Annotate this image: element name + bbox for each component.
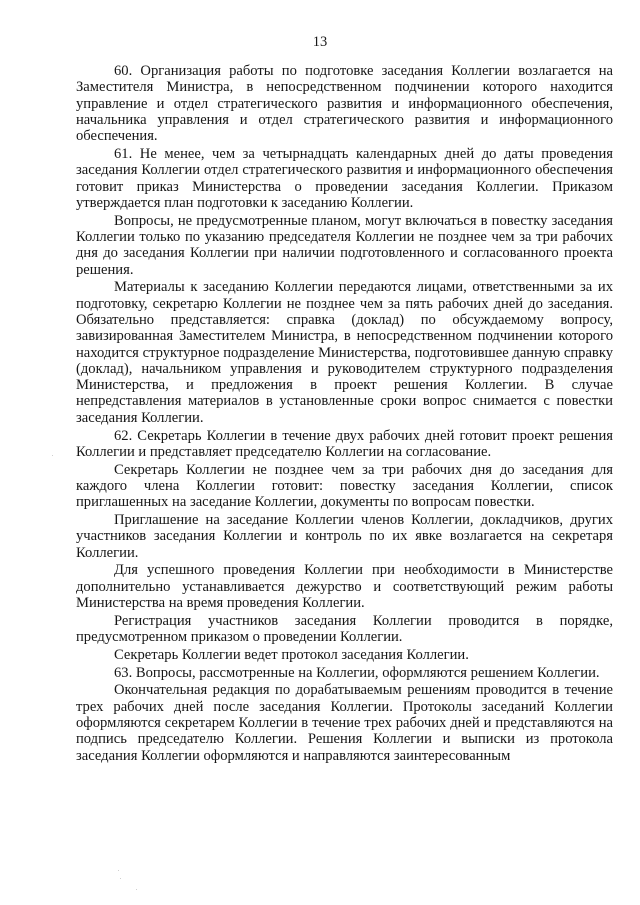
paragraph-materials: Материалы к заседанию Коллегии передаются лицами, ответственными за их подготовку, секретарю Коллегии не позднее чем за пять рабочих дней до заседания. Обязательно представляется: справка (доклад) по обсуждаемому вопросу, завизированная Заместителем Министра, в непосредственном подчинении которого находится структурное подразделение Министерства, подготовившее данную справку (доклад), начальником управления и руководителем структурного подразделения Министерства, и предложения в проект решения Коллегии. В случае непредставления материалов в установленные сроки вопрос снимается с повестки заседания Коллегии. — [76, 279, 613, 426]
paragraph-61: 61. Не менее, чем за четырнадцать календарных дней до даты проведения заседания Коллегии отдел стратегического развития и информационного обеспечения готовит приказ Министерства о проведении заседания Коллегии. Приказом утверждается план подготовки к заседанию Коллегии. — [76, 145, 613, 211]
paragraph-62: 62. Секретарь Коллегии в течение двух рабочих дней готовит проект решения Коллегии и представляет председателю Коллегии на согласование. — [76, 427, 613, 460]
paragraph-invitation: Приглашение на заседание Коллегии членов Коллегии, докладчиков, других участников заседания Коллегии и контроль по их явке возлагается на секретаря Коллегии. — [76, 512, 613, 561]
paragraph-secretary-prepares: Секретарь Коллегии не позднее чем за три рабочих дня до заседания для каждого члена Коллегии готовит: повестку заседания Коллегии, список приглашенных на заседание Коллегии, документы по вопросам повестки. — [76, 461, 613, 511]
paragraph-60: 60. Организация работы по подготовке заседания Коллегии возлагается на Заместителя Министра, в непосредственном подчинении которого находится управление и отдел стратегического развития и информационного обеспечения, начальника управления и отдел стратегического развития и информационного обеспечения. — [76, 63, 613, 145]
document-body — [76, 63, 613, 765]
paragraph-minutes: Секретарь Коллегии ведет протокол заседания Коллегии. — [114, 646, 469, 663]
paragraph-registration: Регистрация участников заседания Коллегии проводится в порядке, предусмотренном приказом о проведении Коллегии. — [76, 612, 613, 646]
paragraph-63: 63. Вопросы, рассмотренные на Коллегии, оформляются решением Коллегии. — [114, 664, 600, 681]
paragraph-questions-outside-plan: Вопросы, не предусмотренные планом, могут включаться в повестку заседания Коллегии только по указанию председателя Коллегии не позднее чем за три рабочих дня до заседания Коллегии при наличии подготовленного и согласованного проекта решения. — [76, 212, 613, 278]
paragraph-final-edition: Окончательная редакция по дорабатываемым решениям проводится в течение трех рабочих дней после заседания Коллегии. Протоколы заседаний Коллегии оформляются секретарем Коллегии в течение трех рабочих дней и представляются на подпись председателю Коллегии. Решения Коллегии и выписки из протокола заседания Коллегии оформляются и направляются заинтересованным — [76, 682, 613, 764]
page-number: 13 — [312, 34, 328, 50]
paragraph-duty: Для успешного проведения Коллегии при необходимости в Министерстве дополнительно устанавливается дежурство и соответствующий режим работы Министерства на время проведения Коллегии. — [76, 562, 613, 611]
